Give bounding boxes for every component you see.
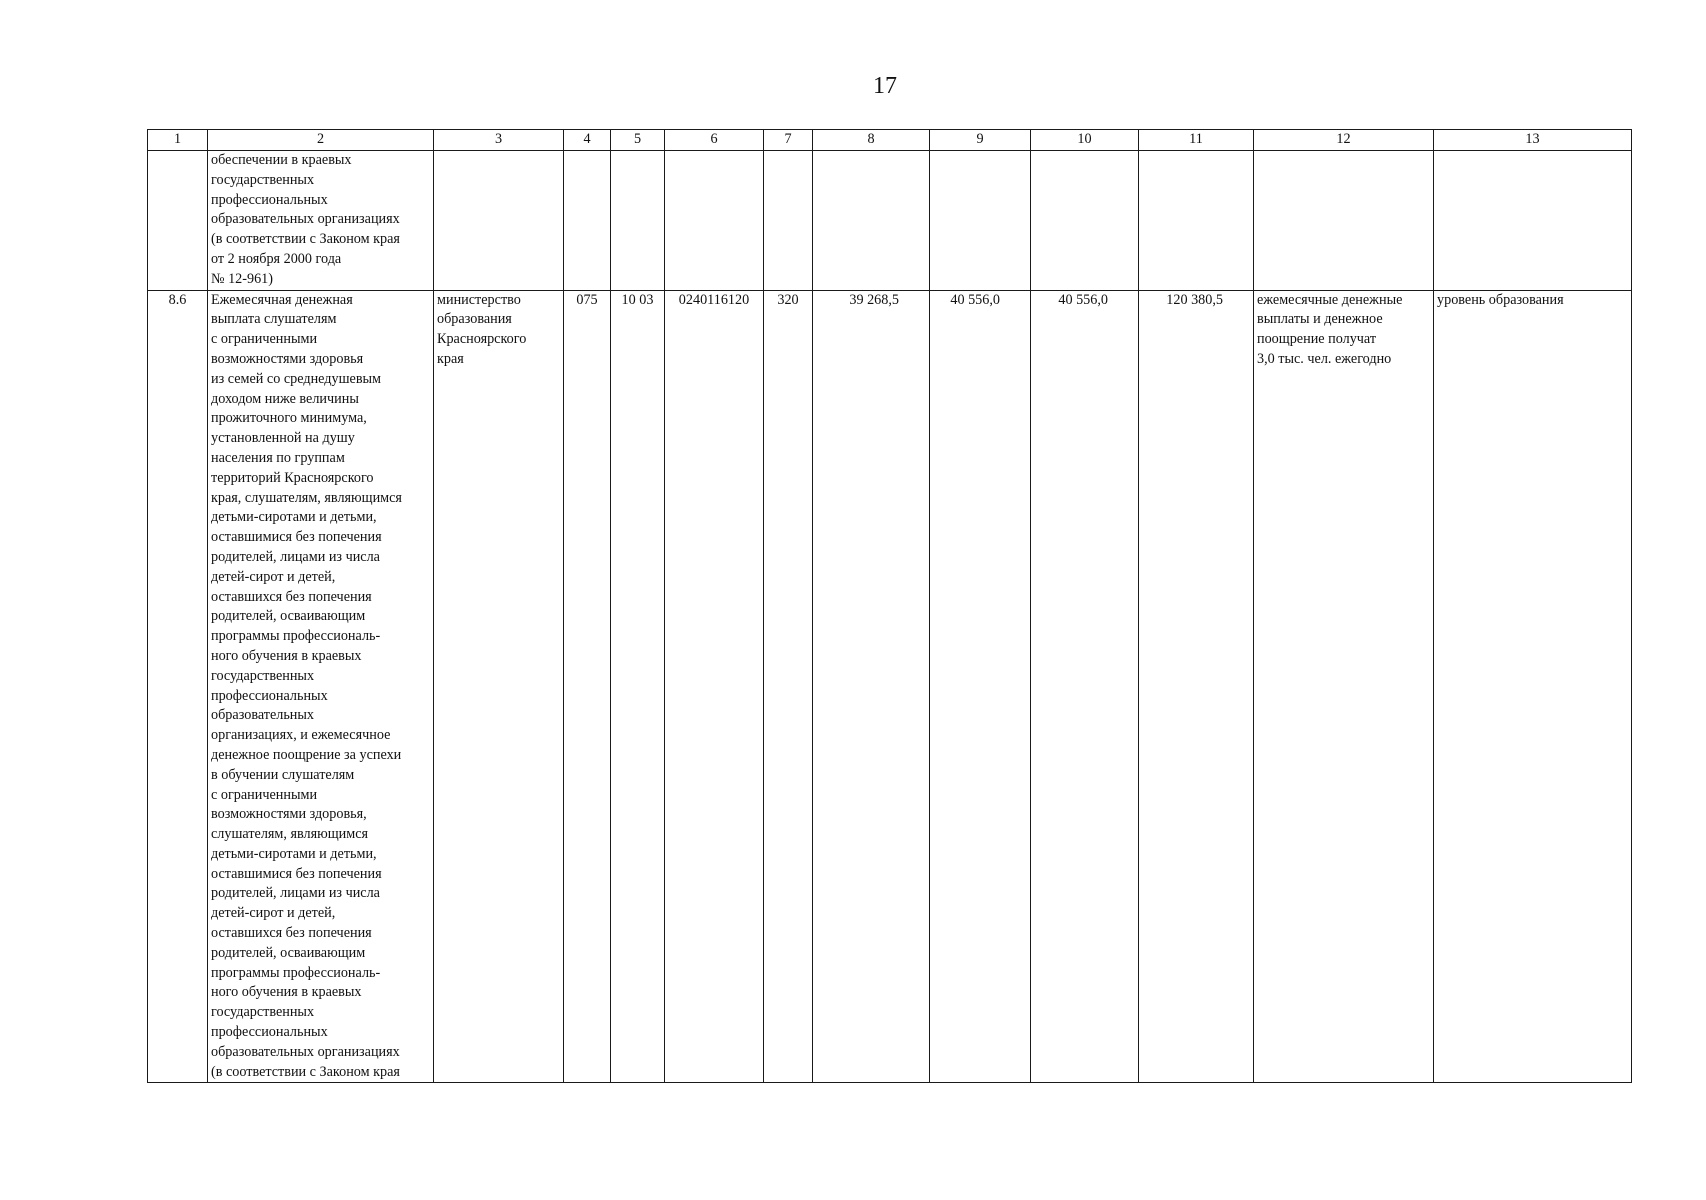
cell-number: 8.6 [148, 290, 208, 1083]
column-header-8: 8 [813, 130, 930, 151]
cell-col10 [1031, 151, 1139, 291]
table-row-continuation [148, 151, 1632, 291]
column-header-6: 6 [665, 130, 764, 151]
cell-description: обеспечении в краевых государственных профессиональных образовательных организациях (в соответствии с Законом края от 2 ноября 2000 года № 12-961) [208, 151, 434, 291]
column-header-4: 4 [564, 130, 611, 151]
cell-col12: ежемесячные денежные выплаты и денежное поощрение получат 3,0 тыс. чел. ежегодно [1254, 290, 1434, 1083]
cell-col10: 40 556,0 [1031, 290, 1139, 1083]
table-header [148, 130, 1632, 151]
cell-col9 [930, 151, 1031, 291]
cell-col8: 39 268,5 [813, 290, 930, 1083]
cell-col4: 075 [564, 290, 611, 1083]
column-header-11: 11 [1139, 130, 1254, 151]
page-number: 17 [873, 73, 897, 99]
cell-executor [434, 151, 564, 291]
column-header-13: 13 [1434, 130, 1632, 151]
column-header-9: 9 [930, 130, 1031, 151]
cell-description: Ежемесячная денежная выплата слушателям с ограниченными возможностями здоровья из семей со среднедушевым доходом ниже величины прожиточного минимума, установленной на душу населения по группам территорий Красноярского края, слушателям, являющимся детьми-сиротами и детьми, оставшимися без попечения родителей, лицами из числа детей-сирот и детей, оставшихся без попечения родителей, осваивающим программы профессиональ- ного обучения в краевых государственных профессиональных образовательных организациях, и ежемесячное денежное поощрение за успехи в обучении слушателям с ограниченными возможностями здоровья, слушателям, являющимся детьми-сиротами и детьми, оставшимися без попечения родителей, лицами из числа детей-сирот и детей, оставшихся без попечения родителей, осваивающим программы профессиональ- ного обучения в краевых государственных профессиональных образовательных организациях (в соответствии с Законом края [208, 290, 434, 1083]
cell-col13 [1434, 151, 1632, 291]
cell-col6 [665, 151, 764, 291]
cell-col13: уровень образования [1434, 290, 1632, 1083]
cell-executor: министерство образования Красноярского края [434, 290, 564, 1083]
column-header-10: 10 [1031, 130, 1139, 151]
column-header-7: 7 [764, 130, 813, 151]
cell-col11: 120 380,5 [1139, 290, 1254, 1083]
cell-col5: 10 03 [611, 290, 665, 1083]
cell-col7 [764, 151, 813, 291]
cell-col6: 0240116120 [665, 290, 764, 1083]
cell-col9: 40 556,0 [930, 290, 1031, 1083]
cell-col4 [564, 151, 611, 291]
column-header-12: 12 [1254, 130, 1434, 151]
column-header-5: 5 [611, 130, 665, 151]
column-header-1: 1 [148, 130, 208, 151]
cell-col5 [611, 151, 665, 291]
header-row [148, 130, 1632, 151]
cell-col7: 320 [764, 290, 813, 1083]
column-header-2: 2 [208, 130, 434, 151]
program-measures-table [147, 129, 1632, 1083]
cell-col11 [1139, 151, 1254, 291]
cell-col12 [1254, 151, 1434, 291]
table-row-8-6 [148, 290, 1632, 1083]
cell-number [148, 151, 208, 291]
column-header-3: 3 [434, 130, 564, 151]
cell-col8 [813, 151, 930, 291]
